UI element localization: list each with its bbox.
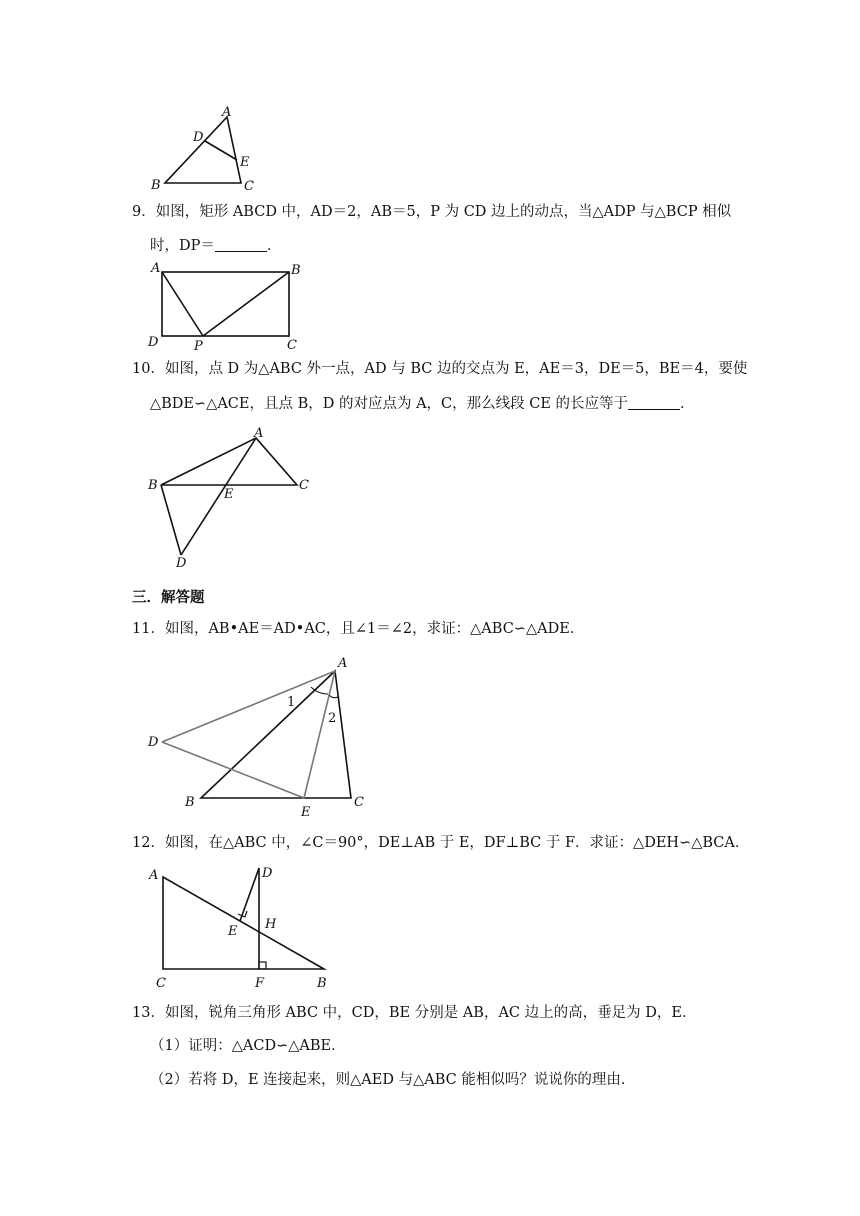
question-12-line1: 12．如图，在△ABC 中，∠C＝90°，DE⊥AB 于 E，DF⊥BC 于 F．求证：△DEH∽△BCA． [132, 835, 750, 851]
label-e: E [301, 805, 311, 820]
label-c: C [287, 338, 297, 353]
question-10-line2-text: △BDE∽△ACE，且点 B，D 的对应点为 A，C，那么线段 CE 的长应等于 [150, 396, 629, 412]
label-b: B [291, 263, 301, 278]
label-e: E [228, 924, 238, 939]
label-b: B [185, 795, 195, 810]
question-11-line1: 11．如图，AB•AE＝AD•AC，且∠1＝∠2，求证：△ABC∽△ADE． [132, 621, 585, 637]
label-p: P [194, 339, 203, 354]
question-9-line2-end: ． [266, 238, 282, 254]
question-9-line2-text: 时，DP＝ [150, 238, 215, 254]
question-13-part1: （1）证明：△ACD∽△ABE． [150, 1038, 346, 1054]
question-13-part2: （2）若将 D，E 连接起来，则△AED 与△ABC 能相似吗？说说你的理由． [150, 1072, 636, 1088]
label-h: H [265, 917, 277, 932]
label-c: C [299, 478, 309, 493]
label-a: A [149, 868, 159, 883]
label-d: D [176, 556, 187, 571]
label-f: F [255, 976, 265, 991]
question-10-line1: 10．如图，点 D 为△ABC 外一点，AD 与 BC 边的交点为 E，AE＝3，DE＝5，BE＝4，要使 [132, 361, 748, 377]
label-d: D [148, 735, 159, 750]
question-9-line1: 9．如图，矩形 ABCD 中，AD＝2，AB＝5，P 为 CD 边上的动点，当△ADP 与△BCP 相似 [132, 204, 732, 220]
section-title: 三．解答题 [132, 590, 205, 606]
label-c: C [156, 976, 166, 991]
label-c: C [354, 795, 364, 810]
label-d: D [193, 130, 204, 145]
question-13-line1: 13．如图，锐角三角形 ABC 中，CD，BE 分别是 AB，AC 边上的高，垂足为 D，E． [132, 1005, 697, 1021]
label-1: 1 [287, 695, 296, 710]
label-b: B [151, 178, 161, 193]
label-e: E [224, 487, 234, 502]
question-10-line2-end: ． [680, 396, 695, 412]
label-b: B [317, 976, 327, 991]
label-2: 2 [328, 711, 337, 726]
label-e: E [240, 155, 250, 170]
label-a: A [222, 105, 232, 120]
label-c: C [244, 179, 254, 194]
label-d: D [148, 335, 159, 350]
label-b: B [148, 478, 158, 493]
label-a: A [254, 426, 264, 441]
label-a: A [151, 261, 161, 276]
label-a: A [338, 656, 348, 671]
label-d: D [262, 866, 273, 881]
